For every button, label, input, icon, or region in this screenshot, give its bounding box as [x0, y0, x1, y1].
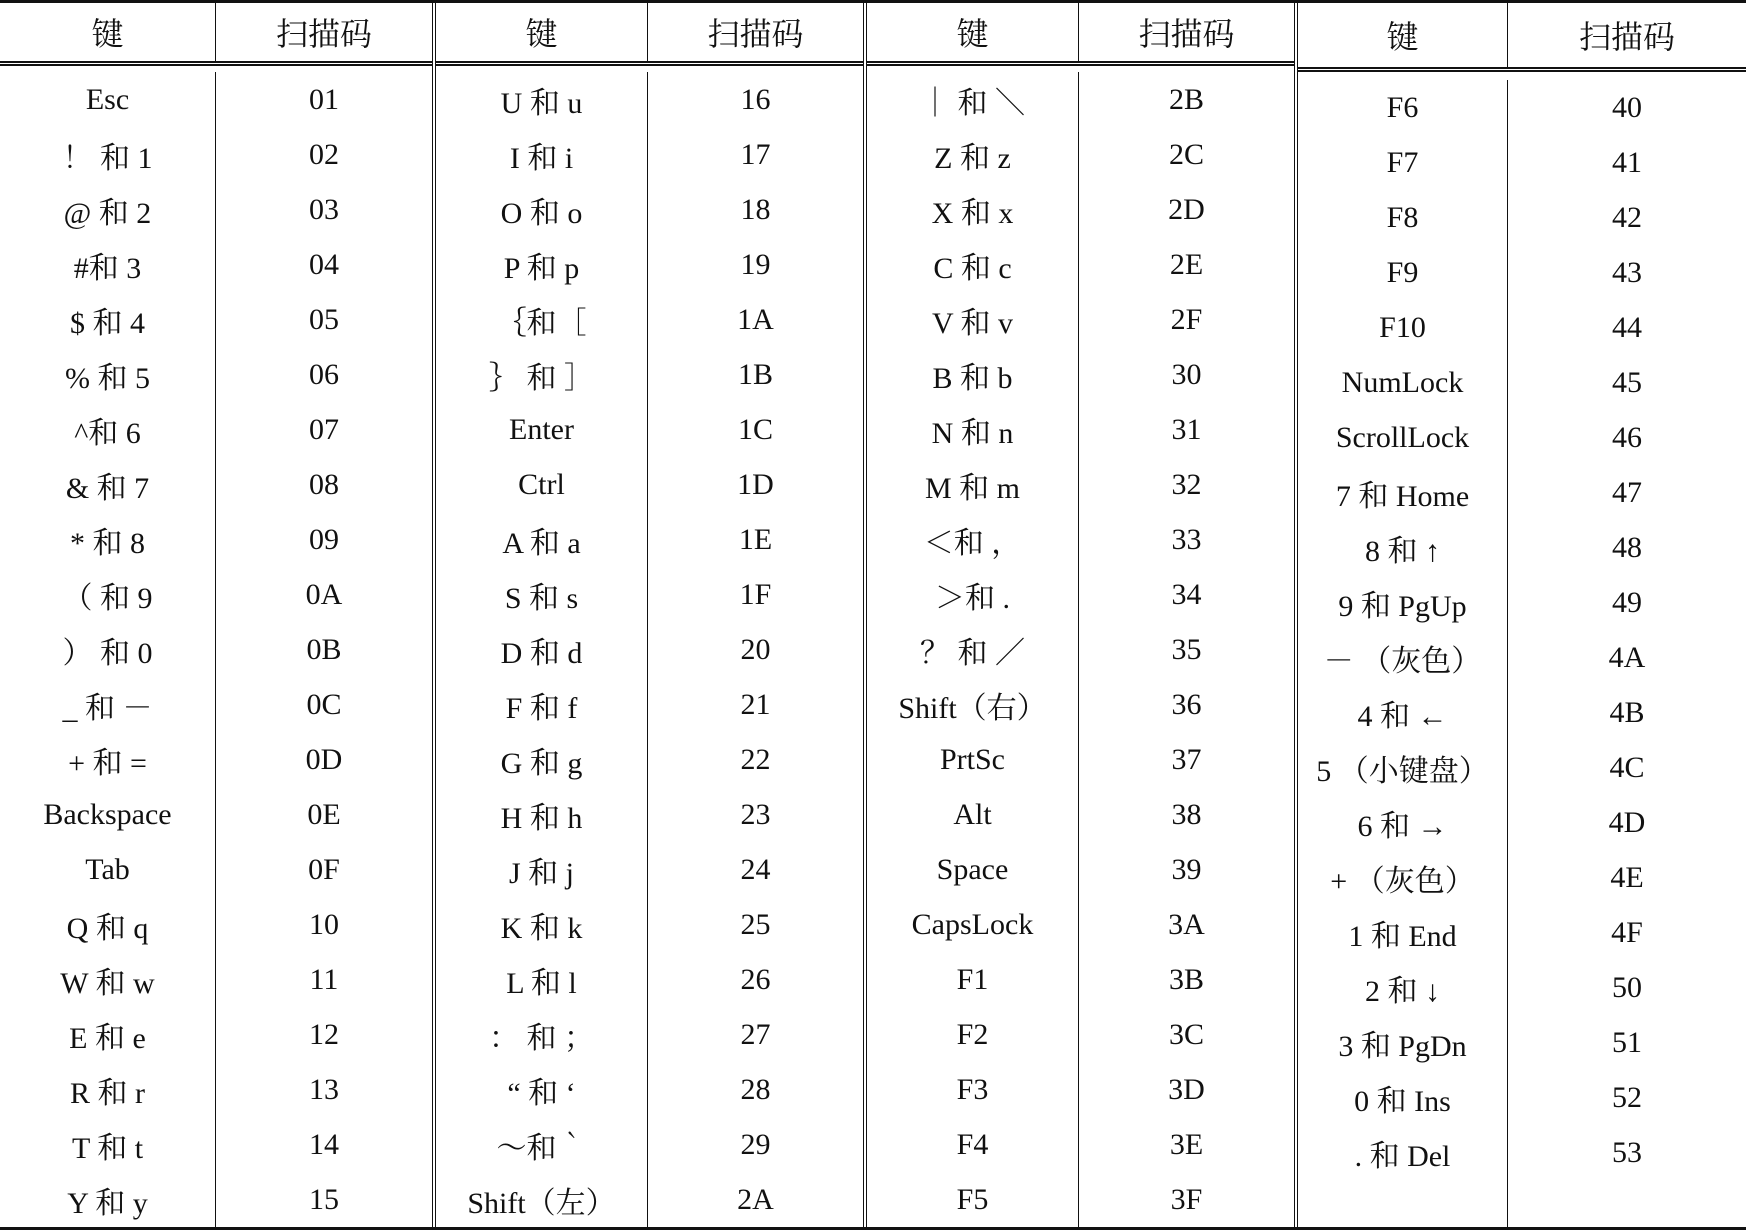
key-cell: F3 [956, 1072, 989, 1106]
key-cell: Tab [85, 852, 130, 886]
code-cell: 35 [1171, 632, 1202, 666]
key-cell: O 和 o [500, 196, 583, 230]
key-cell: Backspace [43, 797, 172, 831]
key-column [867, 72, 1079, 1227]
key-cell: PrtSc [939, 742, 1005, 776]
key-cell: ｜ 和 ＼ [920, 86, 1025, 120]
header-code: 扫描码 [275, 16, 372, 52]
header-key: 键 [867, 3, 1079, 61]
table-group-3 [863, 3, 1294, 1227]
code-cell: 1A [737, 302, 774, 336]
key-cell: Space [936, 852, 1009, 886]
code-cell: 28 [740, 1072, 771, 1106]
key-cell: 3 和 PgDn [1338, 1029, 1467, 1063]
code-cell: 52 [1612, 1080, 1642, 1114]
key-cell: 9 和 PgUp [1338, 589, 1467, 623]
key-cell: G 和 g [500, 746, 583, 780]
key-cell: Esc [85, 82, 130, 116]
code-column [648, 72, 863, 1227]
code-cell: 32 [1171, 467, 1202, 501]
code-cell: 02 [309, 137, 339, 171]
key-cell: M 和 m [924, 471, 1020, 505]
code-cell: 37 [1171, 742, 1202, 776]
key-cell: “ 和 ‘ [507, 1076, 576, 1110]
code-cell: 19 [740, 247, 771, 281]
code-cell: 0D [305, 742, 343, 776]
code-cell: 41 [1612, 145, 1642, 179]
key-cell: NumLock [1341, 365, 1464, 399]
code-cell: 16 [740, 82, 771, 116]
code-cell: 46 [1612, 420, 1642, 454]
key-cell: ｛和［ [496, 306, 587, 340]
code-cell: 3D [1168, 1072, 1205, 1106]
table-header [0, 3, 432, 66]
key-cell: ） 和 0 [62, 636, 153, 670]
code-cell: 3F [1170, 1182, 1203, 1216]
table-group-1 [0, 3, 432, 1227]
code-cell: 42 [1612, 200, 1642, 234]
key-cell: 0 和 Ins [1354, 1084, 1451, 1118]
code-cell: 13 [309, 1072, 339, 1106]
key-cell: % 和 5 [65, 361, 150, 395]
key-cell: _ 和 － [62, 691, 153, 725]
key-cell: + （灰色） [1330, 864, 1475, 898]
code-cell: 05 [309, 302, 339, 336]
code-cell: 12 [309, 1017, 339, 1051]
key-cell: F 和 f [505, 691, 578, 725]
key-cell: Shift（右） [898, 691, 1047, 725]
key-cell: 7 和 Home [1335, 479, 1470, 513]
key-cell: F8 [1386, 200, 1419, 234]
code-cell: 49 [1612, 585, 1642, 619]
code-cell: 14 [309, 1127, 339, 1161]
key-cell: L 和 l [506, 966, 577, 1000]
code-cell: 10 [309, 907, 339, 941]
key-cell: N 和 n [931, 416, 1014, 450]
header-code: 扫描码 [707, 16, 804, 52]
code-cell: 2F [1170, 302, 1203, 336]
key-cell: W 和 w [60, 966, 155, 1000]
code-cell: 03 [309, 192, 339, 226]
key-cell: ScrollLock [1335, 420, 1470, 454]
code-cell: 3C [1168, 1017, 1204, 1051]
code-cell: 2D [1168, 192, 1205, 226]
code-cell: 30 [1171, 357, 1202, 391]
key-cell: ｝ 和 ］ [489, 361, 594, 395]
code-cell: 31 [1171, 412, 1202, 446]
table-header [436, 3, 863, 66]
code-cell: 21 [740, 687, 771, 721]
code-cell: 51 [1612, 1025, 1642, 1059]
header-code: 扫描码 [1138, 16, 1235, 52]
key-cell: Q 和 q [66, 911, 149, 945]
code-cell: 25 [740, 907, 771, 941]
code-cell: 3A [1168, 907, 1205, 941]
code-cell: 1D [737, 467, 774, 501]
key-cell: R 和 r [70, 1076, 145, 1110]
key-cell: 4 和 ← [1357, 699, 1448, 733]
table-group-4 [1294, 3, 1746, 1227]
key-cell: S 和 s [504, 581, 579, 615]
key-cell: $ 和 4 [70, 306, 145, 340]
code-cell: 15 [309, 1182, 339, 1216]
code-cell: 0F [308, 852, 340, 886]
header-code: 扫描码 [1578, 19, 1675, 55]
code-cell: 1B [737, 357, 773, 391]
key-cell: A 和 a [502, 526, 581, 560]
key-cell: J 和 j [508, 856, 574, 890]
code-cell: 20 [740, 632, 771, 666]
code-cell: 4A [1608, 640, 1646, 674]
code-cell: 38 [1171, 797, 1202, 831]
code-cell: 50 [1612, 970, 1642, 1004]
key-cell: E 和 e [69, 1021, 146, 1055]
key-column [1298, 80, 1508, 1227]
key-cell: F6 [1386, 90, 1419, 124]
code-cell: 3E [1169, 1127, 1204, 1161]
code-cell: 36 [1171, 687, 1202, 721]
key-cell: #和 3 [73, 251, 142, 285]
key-cell: + 和 = [68, 746, 147, 780]
key-cell: D 和 d [500, 636, 583, 670]
key-cell: T 和 t [71, 1131, 144, 1165]
code-cell: 2A [737, 1182, 774, 1216]
code-cell: 26 [740, 962, 771, 996]
code-cell: 01 [309, 82, 339, 116]
key-cell: Y 和 y [67, 1186, 148, 1220]
key-cell: H 和 h [500, 801, 583, 835]
code-cell: 0C [306, 687, 342, 721]
key-cell: F10 [1379, 310, 1426, 344]
code-cell: 24 [740, 852, 771, 886]
code-cell: 29 [740, 1127, 771, 1161]
header-key: 键 [436, 3, 648, 61]
key-cell: F5 [956, 1182, 989, 1216]
key-cell: F2 [956, 1017, 989, 1051]
key-cell: 2 和 ↓ [1365, 974, 1440, 1008]
code-cell: 18 [740, 192, 771, 226]
key-cell: F1 [956, 962, 989, 996]
code-cell: 07 [309, 412, 339, 446]
code-cell: 23 [740, 797, 771, 831]
table-header [1298, 3, 1746, 72]
code-cell: 06 [309, 357, 339, 391]
code-cell: 40 [1612, 90, 1642, 124]
code-cell: 34 [1171, 577, 1202, 611]
key-cell: （ 和 9 [62, 581, 153, 615]
code-cell: 45 [1612, 365, 1642, 399]
key-cell: ＞和 . [935, 581, 1010, 615]
code-cell: 1E [738, 522, 773, 556]
key-column [0, 72, 216, 1227]
header-key: 键 [1298, 3, 1508, 67]
key-cell: B 和 b [932, 361, 1013, 395]
key-cell: － （灰色） [1323, 644, 1482, 678]
code-cell: 0B [306, 632, 342, 666]
code-cell: 04 [309, 247, 339, 281]
code-cell: 22 [740, 742, 771, 776]
code-column [216, 72, 432, 1227]
key-cell: 8 和 ↑ [1365, 534, 1440, 568]
key-cell: 5 （小键盘） [1316, 754, 1489, 788]
key-cell: 1 和 End [1348, 919, 1457, 953]
code-cell: 11 [309, 962, 339, 996]
key-column [436, 72, 648, 1227]
key-cell: Enter [509, 412, 574, 446]
key-cell: ！ 和 1 [62, 141, 153, 175]
code-cell: 43 [1612, 255, 1642, 289]
code-cell: 1F [739, 577, 772, 611]
code-cell: 2E [1169, 247, 1204, 281]
code-cell: 4E [1610, 860, 1644, 894]
key-cell: I 和 i [509, 141, 574, 175]
code-cell: 3B [1168, 962, 1204, 996]
code-cell: 08 [309, 467, 339, 501]
key-cell: K 和 k [500, 911, 583, 945]
key-cell: * 和 8 [70, 526, 145, 560]
code-cell: 4F [1611, 915, 1643, 949]
key-cell: ～和｀ [496, 1131, 587, 1165]
code-cell: 4C [1609, 750, 1645, 784]
key-cell: Shift（左） [467, 1186, 616, 1220]
key-cell: 6 和 → [1357, 809, 1448, 843]
key-cell: F9 [1386, 255, 1419, 289]
key-cell: ＜和 ， [923, 526, 1022, 560]
code-cell: 39 [1171, 852, 1202, 886]
key-cell: & 和 7 [65, 471, 150, 505]
code-cell: 4B [1609, 695, 1645, 729]
key-cell: ？ 和 ／ [920, 636, 1025, 670]
key-cell: ^和 6 [74, 416, 141, 450]
table-header [867, 3, 1294, 66]
code-cell: 48 [1612, 530, 1642, 564]
code-column [1508, 80, 1746, 1227]
code-cell: 53 [1612, 1135, 1642, 1169]
code-column [1079, 72, 1294, 1227]
key-cell: V 和 v [931, 306, 1014, 340]
code-cell: 27 [740, 1017, 771, 1051]
key-cell: U 和 u [500, 86, 583, 120]
table-group-2 [432, 3, 863, 1227]
code-cell: 47 [1612, 475, 1642, 509]
code-cell: 2C [1168, 137, 1204, 171]
key-cell: F7 [1386, 145, 1419, 179]
key-cell: . 和 Del [1354, 1139, 1451, 1173]
key-cell: CapsLock [911, 907, 1034, 941]
code-cell: 44 [1612, 310, 1642, 344]
code-cell: 33 [1171, 522, 1202, 556]
code-cell: 2B [1168, 82, 1204, 116]
code-cell: 4D [1608, 805, 1646, 839]
key-cell: F4 [956, 1127, 989, 1161]
code-cell: 0E [307, 797, 341, 831]
header-key: 键 [0, 3, 216, 61]
key-cell: Ctrl [518, 467, 565, 501]
code-cell: 0A [305, 577, 343, 611]
key-cell: Z 和 z [934, 141, 1011, 175]
key-cell: C 和 c [933, 251, 1012, 285]
key-cell: ： 和 ； [489, 1021, 594, 1055]
code-cell: 09 [309, 522, 339, 556]
key-cell: P 和 p [503, 251, 580, 285]
key-cell: X 和 x [931, 196, 1014, 230]
code-cell: 17 [740, 137, 771, 171]
key-cell: Alt [953, 797, 992, 831]
key-cell: @ 和 2 [63, 196, 152, 230]
code-cell: 1C [737, 412, 773, 446]
